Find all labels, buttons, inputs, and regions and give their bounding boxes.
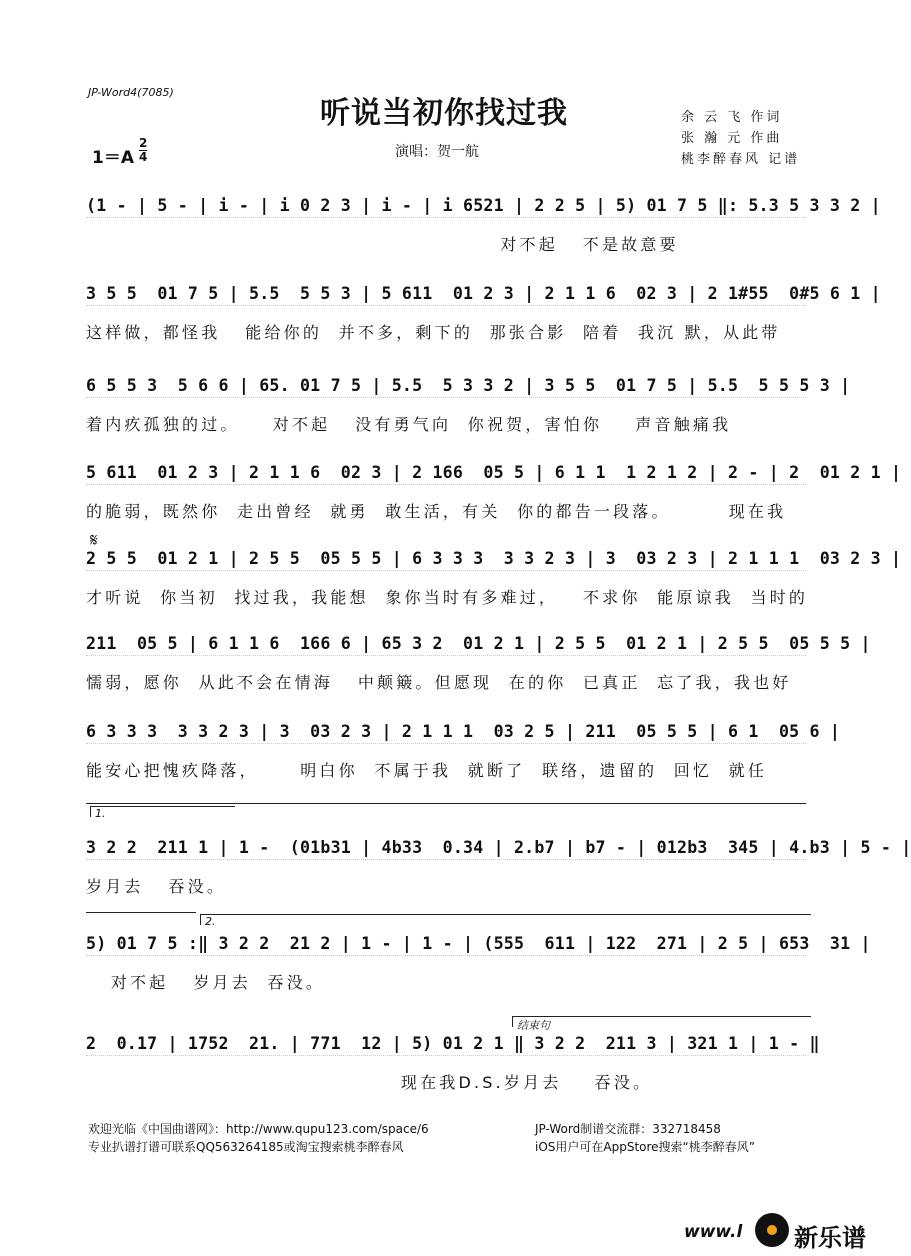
music-line: (1 - | 5 - | i - | i 0 2 3 | i - | i 6521 | 2 2 5 | 5) 01 7 5 ‖: 5.3 5 3 3 2 | [86, 196, 881, 215]
transcriber-credit: 桃李醉春风 记谱 [681, 152, 801, 167]
volta-divider [86, 803, 806, 804]
key-signature: 1＝A [92, 148, 134, 168]
logo-url: www.l [684, 1222, 743, 1242]
beam-line [86, 743, 806, 745]
score-system-4 [86, 463, 902, 537]
music-line: 211 05 5 | 6 1 1 6 166 6 | 65 3 2 01 2 1 | 2 5 5 01 2 1 | 2 5 5 05 5 5 | [86, 634, 871, 653]
lyric-line: 对不起 不是故意要 [86, 235, 679, 254]
time-signature [139, 137, 147, 164]
singer-credit: 演唱：贺一航 [395, 144, 479, 160]
score-system-1 [86, 196, 881, 270]
score-system-6 [86, 634, 871, 708]
volta-divider [86, 912, 196, 913]
ending-bracket: 结束句 [512, 1016, 811, 1027]
music-line: 5 611 01 2 3 | 2 1 1 6 02 3 | 2 166 05 5 | 6 1 1 1 2 1 2 | 2 - | 2 01 2 1 | [86, 463, 902, 482]
score-system-3 [86, 376, 851, 450]
music-line: 2 5 5 01 2 1 | 2 5 5 05 5 5 | 6 3 3 3 3 3 2 3 | 3 03 2 3 | 2 1 1 1 03 2 3 | [86, 549, 902, 568]
beam-line [86, 217, 806, 219]
beam-line [86, 955, 806, 957]
footer-ios: iOS用户可在AppStore搜索“桃李醉春风” [535, 1140, 755, 1154]
lyric-line: 的脆弱，既然你 走出曾经 就勇 敢生活，有关 你的都告一段落。 现在我 [86, 502, 787, 521]
footer-contact: 专业扒谱打谱可联系QQ563264185或淘宝搜索桃李醉春风 [88, 1140, 404, 1154]
song-title: 听说当初你找过我 [320, 96, 568, 131]
lyric-line: 懦弱，愿你 从此不会在情海 中颠簸。但愿现 在的你 已真正 忘了我，我也好 [86, 673, 792, 692]
score-system-9 [86, 934, 871, 1008]
segno-sign: 𝄋 [90, 530, 98, 551]
brand-logo-text: 新乐谱 [794, 1224, 866, 1252]
music-line: 6 3 3 3 3 3 2 3 | 3 03 2 3 | 2 1 1 1 03 2 5 | 211 05 5 5 | 6 1 05 6 | [86, 722, 841, 741]
music-line: 5) 01 7 5 :‖ 3 2 2 21 2 | 1 - | 1 - | (555 611 | 122 271 | 2 5 | 653 31 | [86, 934, 871, 953]
beam-line [86, 655, 806, 657]
score-system-7 [86, 722, 841, 796]
beam-line [86, 1055, 806, 1057]
score-system-2 [86, 284, 881, 358]
volta-bracket-2: 2. [200, 914, 811, 925]
lyric-line: 岁月去 吞没。 [86, 877, 227, 896]
jp-word-version: JP-Word4(7085) [88, 86, 174, 99]
footer-group: JP-Word制谱交流群：332718458 [535, 1122, 721, 1136]
score-system-5 [86, 549, 902, 623]
footer-website: 欢迎光临《中国曲谱网》：http://www.qupu123.com/space/6 [88, 1122, 429, 1136]
beam-line [86, 859, 806, 861]
composer-credit: 张 瀚 元 作曲 [681, 131, 783, 146]
music-line: 2 0.17 | 1752 21. | 771 12 | 5) 01 2 1 ‖ 3 2 2 211 3 | 321 1 | 1 - ‖ [86, 1034, 820, 1053]
vinyl-disc-icon [755, 1213, 789, 1247]
music-line: 3 5 5 01 7 5 | 5.5 5 5 3 | 5 611 01 2 3 | 2 1 1 6 02 3 | 2 1#55 0#5 6 1 | [86, 284, 881, 303]
beam-line [86, 570, 806, 572]
lyric-line: 这样做，都怪我 能给你的 并不多，剩下的 那张合影 陪着 我沉 默，从此带 [86, 323, 781, 342]
score-system-10 [86, 1034, 820, 1108]
lyric-line: 能安心把愧疚降落， 明白你 不属于我 就断了 联络，遗留的 回忆 就任 [86, 761, 768, 780]
lyricist-credit: 余 云 飞 作词 [681, 110, 783, 125]
time-bottom: 4 [139, 150, 148, 164]
lyric-line: 着内疚孤独的过。 对不起 没有勇气向 你祝贺，害怕你 声音触痛我 [86, 415, 732, 434]
music-line: 3 2 2 211 1 | 1 - (01b31 | 4b33 0.34 | 2.b7 | b7 - | 012b3 345 | 4.b3 | 5 - | [86, 838, 911, 857]
beam-line [86, 305, 806, 307]
credits-block [681, 107, 800, 170]
score-system-8 [86, 838, 911, 912]
lyric-line: 对不起 岁月去 吞没。 [86, 973, 326, 992]
lyric-line: 才听说 你当初 找过我，我能想 象你当时有多难过， 不求你 能原谅我 当时的 [86, 588, 809, 607]
time-top: 2 [139, 136, 148, 150]
volta-bracket-1: 1. [90, 806, 235, 817]
lyric-line: 现在我D.S.岁月去 吞没。 [86, 1073, 653, 1092]
music-line: 6 5 5 3 5 6 6 | 65. 01 7 5 | 5.5 5 3 3 2 | 3 5 5 01 7 5 | 5.5 5 5 5 3 | [86, 376, 851, 395]
beam-line [86, 484, 806, 486]
beam-line [86, 397, 806, 399]
